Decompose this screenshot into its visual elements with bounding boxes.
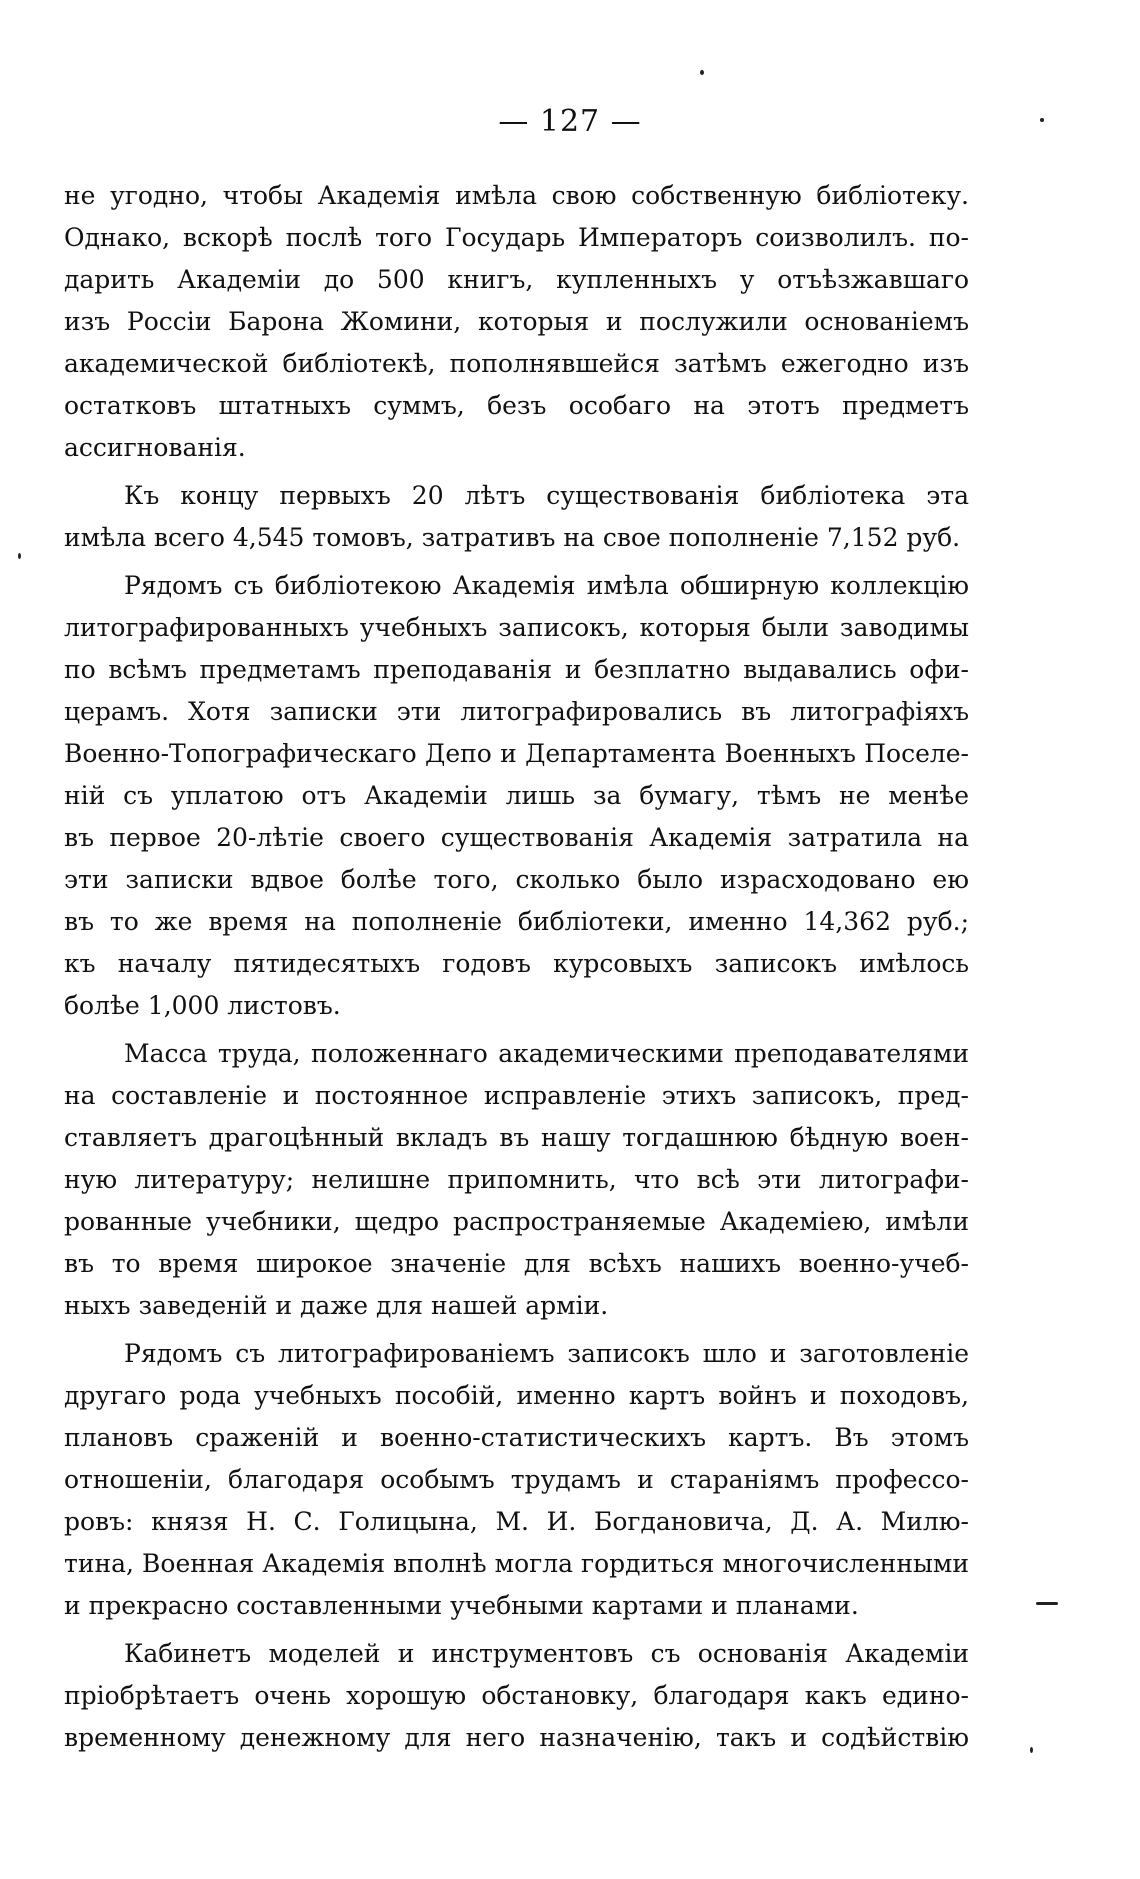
scan-speck — [700, 70, 704, 75]
text-line: церамъ. Хотя записки эти литографировались въ литографіяхъ — [64, 697, 969, 726]
scan-speck — [18, 553, 21, 559]
text-line: въ то время широкое значеніе для всѣхъ нашихъ военно-учеб- — [64, 1249, 969, 1278]
body-text — [64, 175, 969, 1759]
text-line: остатковъ штатныхъ суммъ, безъ особаго на этотъ предметъ — [64, 391, 969, 420]
text-line: по всѣмъ предметамъ преподаванія и безплатно выдавались офи- — [64, 655, 969, 684]
scan-speck — [1040, 118, 1044, 122]
text-line: къ началу пятидесятыхъ годовъ курсовыхъ записокъ имѣлось — [64, 949, 969, 978]
text-line: Рядомъ съ библіотекою Академія имѣла обширную коллекцію — [124, 571, 969, 600]
text-line: и прекрасно составленными учебными картами и планами. — [64, 1591, 859, 1620]
text-line: ній съ уплатою отъ Академіи лишь за бумагу, тѣмъ не менѣе — [64, 781, 969, 810]
paragraph — [64, 175, 969, 469]
text-line: временному денежному для него назначенію, такъ и содѣйствію — [64, 1723, 969, 1752]
text-line: не угодно, чтобы Академія имѣла свою собственную библіотеку. — [64, 181, 969, 210]
text-line: эти записки вдвое болѣе того, сколько было израсходовано ею — [64, 865, 969, 894]
text-line: ную литературу; нелишне припомнить, что всѣ эти литографи- — [64, 1165, 969, 1194]
text-line: ровъ: князя Н. С. Голицына, М. И. Богдановича, Д. А. Милю- — [64, 1507, 969, 1536]
paragraph — [64, 475, 969, 559]
text-line: изъ Россіи Барона Жомини, которыя и послужили основаніемъ — [64, 307, 969, 336]
text-line: Рядомъ съ литографированіемъ записокъ шло и заготовленіе — [124, 1339, 969, 1368]
page-number: — 127 — — [498, 104, 642, 139]
scan-speck — [1036, 1602, 1058, 1605]
text-line: Военно-Топографическаго Депо и Департамента Военныхъ Поселе- — [64, 739, 969, 768]
text-line: ныхъ заведеній и даже для нашей арміи. — [64, 1291, 609, 1320]
text-line: Къ концу первыхъ 20 лѣтъ существованія библіотека эта — [124, 481, 969, 510]
text-line: плановъ сраженій и военно-статистическихъ картъ. Въ этомъ — [64, 1423, 969, 1452]
text-line: ставляетъ драгоцѣнный вкладъ въ нашу тогдашнюю бѣдную воен- — [64, 1123, 969, 1152]
text-line: отношеніи, благодаря особымъ трудамъ и стараніямъ профессо- — [64, 1465, 969, 1494]
text-line: ассигнованія. — [64, 433, 246, 462]
text-line: Масса труда, положеннаго академическими преподавателями — [124, 1039, 969, 1068]
scan-speck — [1030, 1747, 1033, 1753]
text-line: болѣе 1,000 листовъ. — [64, 991, 341, 1020]
paragraph — [64, 1633, 969, 1759]
text-line: академической библіотекѣ, пополнявшейся затѣмъ ежегодно изъ — [64, 349, 969, 378]
text-line: тина, Военная Академія вполнѣ могла гордиться многочисленными — [64, 1549, 969, 1578]
text-line: имѣла всего 4,545 томовъ, затративъ на свое пополненіе 7,152 руб. — [64, 523, 961, 552]
text-line: на составленіе и постоянное исправленіе этихъ записокъ, пред- — [64, 1081, 969, 1110]
paragraph — [64, 565, 969, 1027]
text-line: Кабинетъ моделей и инструментовъ съ основанія Академіи — [124, 1639, 969, 1668]
text-line: рованные учебники, щедро распространяемые Академіею, имѣли — [64, 1207, 969, 1236]
text-line: въ то же время на пополненіе библіотеки, именно 14,362 руб.; — [64, 907, 969, 936]
text-line: литографированныхъ учебныхъ записокъ, которыя были заводимы — [64, 613, 969, 642]
text-line: пріобрѣтаетъ очень хорошую обстановку, благодаря какъ едино- — [64, 1681, 969, 1710]
text-line: дарить Академіи до 500 книгъ, купленныхъ у отъѣзжавшаго — [64, 265, 969, 294]
paragraph — [64, 1033, 969, 1327]
text-line: въ первое 20-лѣтіе своего существованія Академія затратила на — [64, 823, 969, 852]
paragraph — [64, 1333, 969, 1627]
text-line: другаго рода учебныхъ пособій, именно картъ войнъ и походовъ, — [64, 1381, 969, 1410]
text-line: Однако, вскорѣ послѣ того Государь Императоръ соизволилъ. по- — [64, 223, 969, 252]
